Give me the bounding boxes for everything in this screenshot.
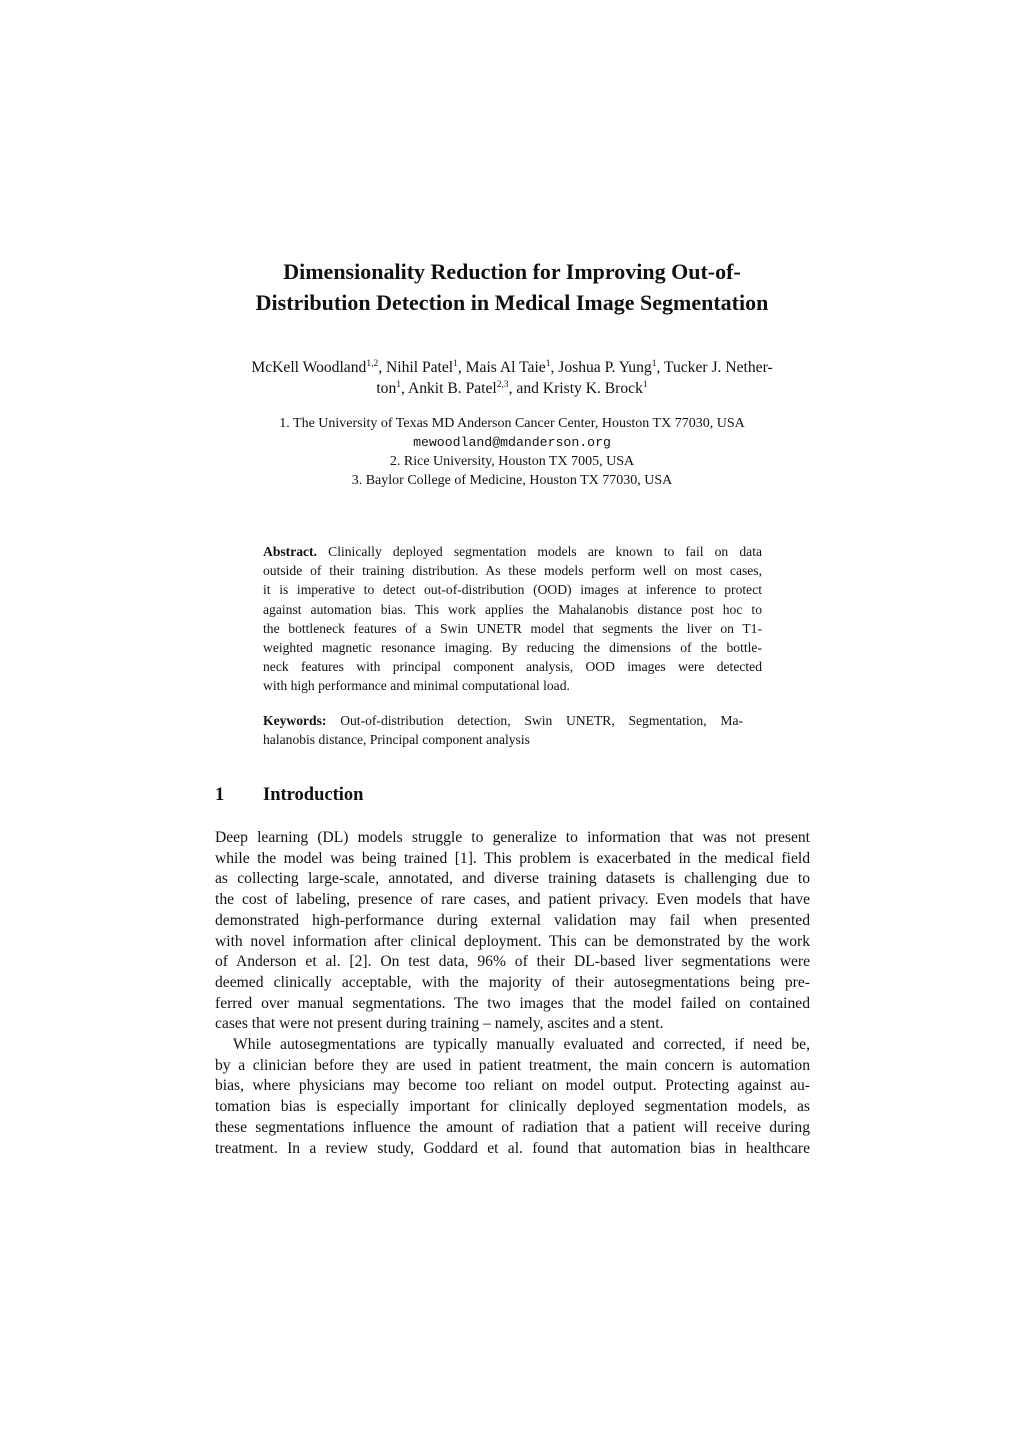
- affiliation-1: 1. The University of Texas MD Anderson Cancer Center, Houston TX 77030, USA: [279, 416, 745, 431]
- paragraph-line: treatment. In a review study, Goddard et al. found that automation bias in healthcare: [215, 1139, 810, 1157]
- keywords-line: halanobis distance, Principal component analysis: [263, 732, 530, 748]
- title-line-2: Distribution Detection in Medical Image Segmentation: [255, 290, 769, 315]
- author-email: mewoodland@mdanderson.org: [413, 435, 611, 450]
- paragraph-line: tomation bias is especially important for clinically deployed segmentation models, as: [215, 1098, 810, 1116]
- author-name: Ankit B. Patel: [407, 380, 497, 397]
- paragraph-line: the cost of labeling, presence of rare cases, and patient privacy. Even models that have: [215, 891, 810, 909]
- paragraph-line: of Anderson et al. [2]. On test data, 96% of their DL-based liver segmentations were: [215, 953, 810, 971]
- paragraph-line: demonstrated high-performance during external validation may fail when presented: [215, 911, 810, 929]
- paragraph-line: deemed clinically acceptable, with the majority of their autosegmentations being pre-: [215, 973, 810, 991]
- affiliation-3: 3. Baylor College of Medicine, Houston TX 77030, USA: [351, 473, 673, 488]
- author-name: Joshua P. Yung: [558, 359, 652, 376]
- author-line-1: McKell Woodland$^{1,2}$, Nihil Patel$^1$, Mais Al Taie$^1$, Joshua P. Yung$^1$, Tucker J. Nether-: [251, 359, 773, 376]
- affiliation-2: 2. Rice University, Houston TX 7005, USA: [389, 454, 635, 469]
- author-name-continued: ton: [376, 380, 397, 397]
- author-affiliation-marker: 1: [453, 359, 458, 369]
- abstract-line: [263, 542, 762, 561]
- abstract-line: outside of their training distribution. As these models perform well on most cases,: [263, 563, 762, 579]
- paragraph-line: as collecting large-scale, annotated, and diverse training datasets is challenging due to: [215, 870, 810, 888]
- keywords: [263, 711, 743, 749]
- paragraph-2: [215, 1035, 810, 1159]
- keywords-label: Keywords:: [263, 713, 327, 728]
- paper-title: [200, 256, 824, 318]
- abstract: [263, 542, 762, 696]
- keywords-text: Out-of-distribution detection, Swin UNETR, Segmentation, Ma-: [340, 713, 744, 728]
- paragraph-line: While autosegmentations are typically manually evaluated and corrected, if need be,: [233, 1036, 810, 1054]
- abstract-line: the bottleneck features of a Swin UNETR model that segments the liver on T1-: [263, 620, 762, 636]
- author-name: Tucker J. Nether-: [663, 359, 773, 376]
- abstract-line: it is imperative to detect out-of-distribution (OOD) images at inference to protect: [263, 582, 762, 598]
- paragraph-line: these segmentations influence the amount of radiation that a patient will receive during: [215, 1118, 810, 1136]
- author-affiliation-marker: 1: [545, 359, 551, 369]
- section-heading-introduction: [215, 783, 615, 807]
- paragraph-line: while the model was being trained [1]. This problem is exacerbated in the medical field: [215, 849, 810, 867]
- title-line-1: Dimensionality Reduction for Improving Out-of-: [283, 259, 741, 284]
- abstract-line: neck features with principal component analysis, OOD images were detected: [263, 659, 762, 675]
- affiliations: [212, 414, 812, 490]
- author-affiliation-marker: 1: [396, 380, 402, 390]
- abstract-line: weighted magnetic resonance imaging. By reducing the dimensions of the bottle-: [263, 640, 762, 656]
- paragraph-line: cases that were not present during training – namely, ascites and a stent.: [215, 1015, 664, 1033]
- paragraph-line: ferred over manual segmentations. The two images that the model failed on contained: [215, 994, 810, 1012]
- keywords-line: [263, 711, 743, 730]
- author-name: Mais Al Taie: [465, 359, 546, 376]
- author-affiliation-marker: 1: [642, 380, 648, 390]
- author-name: Nihil Patel: [385, 359, 454, 376]
- author-name: Kristy K. Brock: [542, 380, 643, 397]
- section-title: Introduction: [263, 785, 364, 805]
- paragraph-line: bias, where physicians may become too reliant on model output. Protecting against au-: [215, 1077, 810, 1095]
- abstract-label: Abstract.: [263, 544, 317, 559]
- paragraph-line: by a clinician before they are used in patient treatment, the main concern is automation: [215, 1056, 810, 1074]
- abstract-text: Clinically deployed segmentation models are known to fail on data: [328, 544, 763, 559]
- abstract-line: against automation bias. This work applies the Mahalanobis distance post hoc to: [263, 601, 762, 617]
- author-affiliation-marker: 1,2: [366, 359, 379, 369]
- body-text: [215, 828, 810, 1159]
- author-affiliation-marker: 1: [651, 359, 657, 369]
- author-line-2: ton$^1$, Ankit B. Patel$^{2,3}$, and Kristy K. Brock$^1$: [376, 380, 648, 397]
- author-affiliation-marker: 2,3: [496, 380, 509, 390]
- paragraph-line: Deep learning (DL) models struggle to generalize to information that was not present: [215, 829, 810, 846]
- author-name: McKell Woodland: [251, 359, 367, 376]
- author-list: [212, 357, 812, 399]
- abstract-line: with high performance and minimal computational load.: [263, 678, 570, 694]
- paragraph-1: [215, 828, 810, 1035]
- section-number: 1: [215, 785, 225, 805]
- paragraph-line: with novel information after clinical deployment. This can be demonstrated by the work: [215, 932, 810, 950]
